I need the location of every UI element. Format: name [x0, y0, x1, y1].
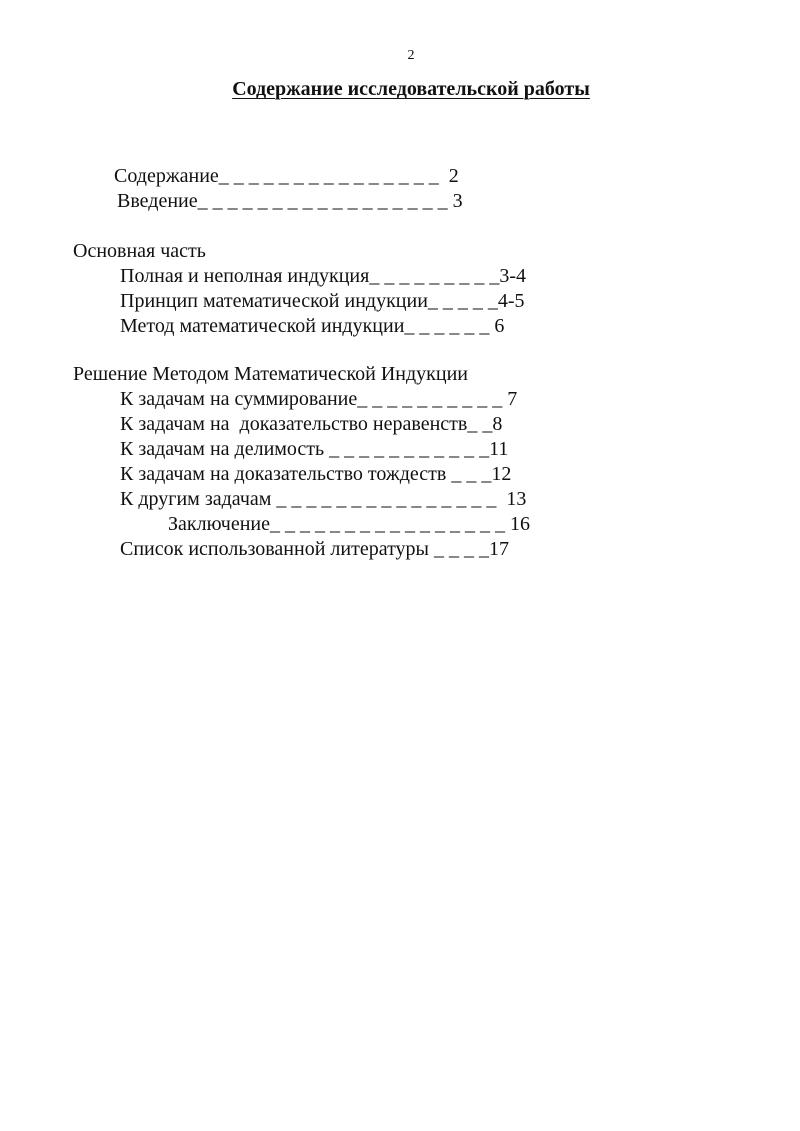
toc-entry-conclusion: Заключение_ _ _ _ _ _ _ _ _ _ _ _ _ _ _ _ 16: [168, 513, 530, 535]
toc-entry-contents: Содержание_ _ _ _ _ _ _ _ _ _ _ _ _ _ _ 2: [114, 165, 459, 187]
toc-entry-other-problems: К другим задачам _ _ _ _ _ _ _ _ _ _ _ _ _ _ _ 13: [120, 488, 527, 510]
toc-entry-induction-principle: Принцип математической индукции_ _ _ _ _4-5: [120, 290, 525, 312]
toc-entry-identities: К задачам на доказательство тождеств _ _ _12: [120, 463, 512, 485]
toc-entry-summation: К задачам на суммирование_ _ _ _ _ _ _ _ _ _ 7: [120, 388, 518, 410]
section-heading-main-part: Основная часть: [73, 240, 206, 262]
toc-entry-inequalities: К задачам на доказательство неравенств_ _8: [120, 413, 503, 435]
toc-entry-introduction: Введение_ _ _ _ _ _ _ _ _ _ _ _ _ _ _ _ _ 3: [117, 190, 463, 212]
toc-entry-references: Список использованной литературы _ _ _ _17: [120, 538, 509, 560]
section-heading-solutions: Решение Методом Математической Индукции: [73, 363, 468, 385]
toc-entry-induction-method: Метод математической индукции_ _ _ _ _ _ 6: [120, 315, 505, 337]
toc-entry-divisibility: К задачам на делимость _ _ _ _ _ _ _ _ _ _ _11: [120, 438, 509, 460]
toc-entry-full-partial-induction: Полная и неполная индукция_ _ _ _ _ _ _ _ _3-4: [120, 265, 526, 287]
document-title: Содержание исследовательской работы: [232, 78, 590, 100]
page-number: 2: [407, 48, 415, 63]
